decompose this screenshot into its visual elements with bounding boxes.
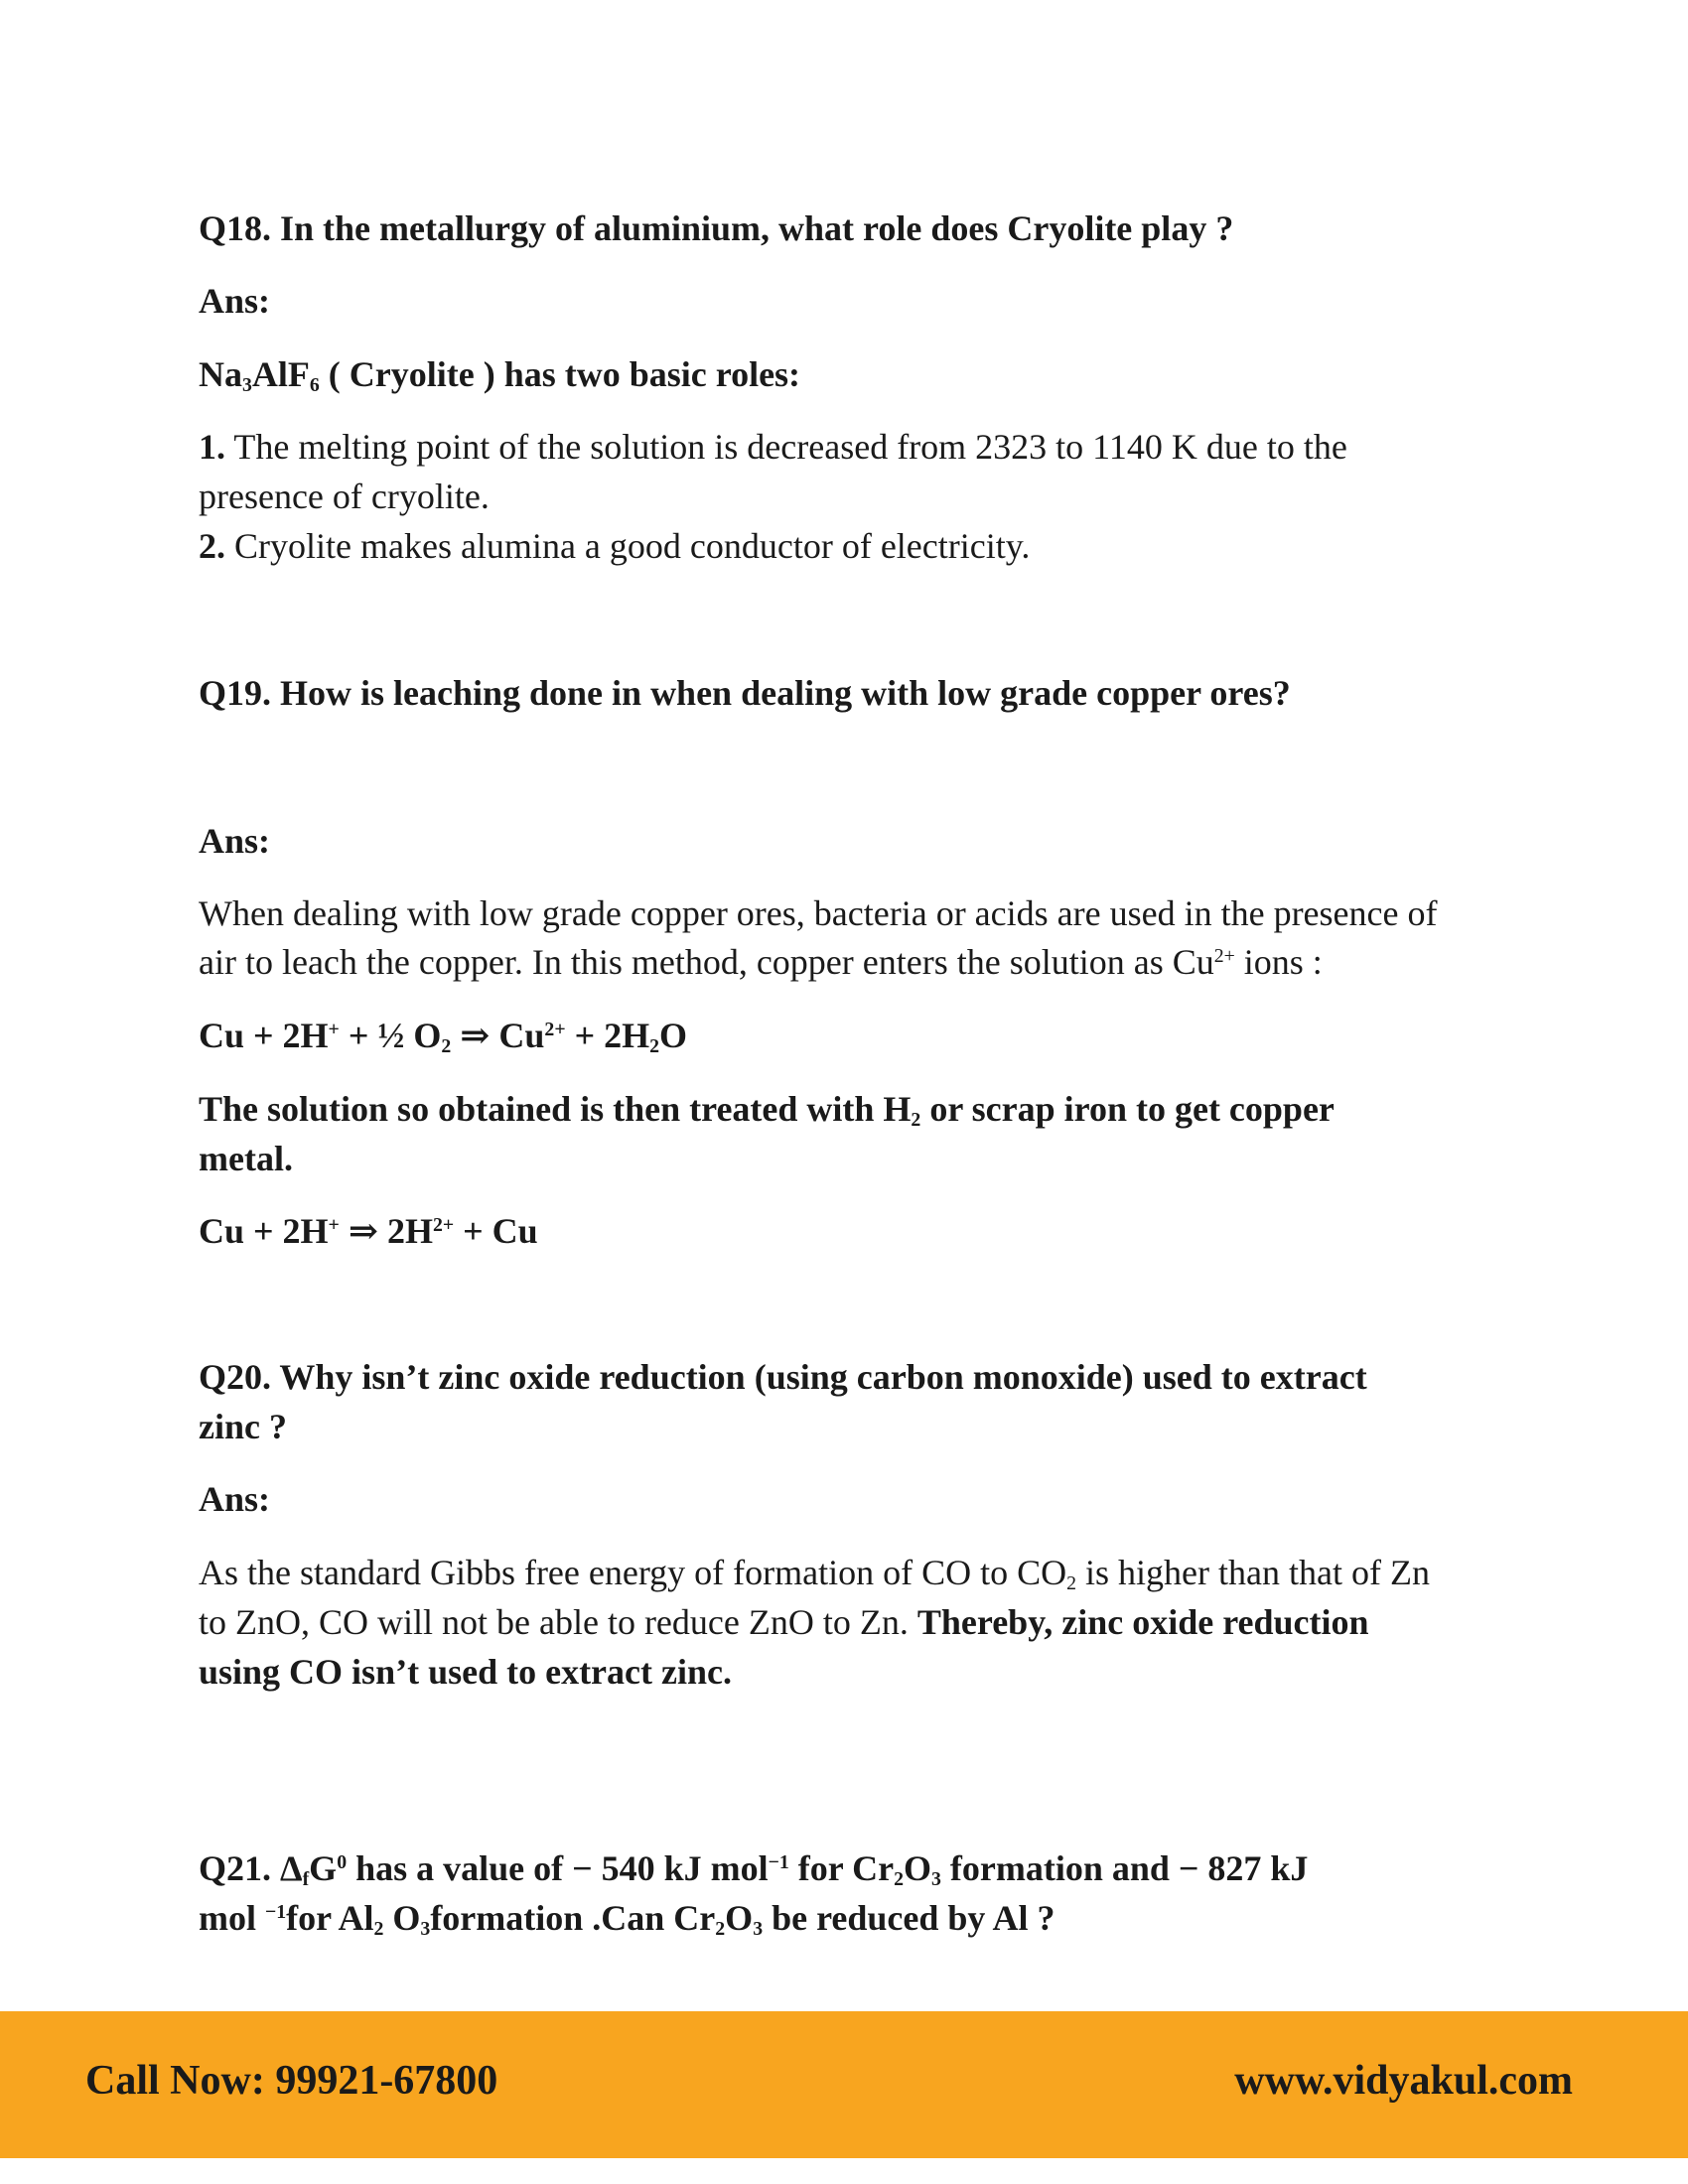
q18-point-2: 2. Cryolite makes alumina a good conductor of electricity.	[199, 526, 1031, 566]
q19-para-line-1: When dealing with low grade copper ores, bacteria or acids are used in the presence of	[199, 893, 1438, 933]
q20-question-line-2: zinc ?	[199, 1407, 287, 1446]
q20-para-line-3: using CO isn’t used to extract zinc.	[199, 1652, 732, 1692]
q19-question: Q19. How is leaching done in when dealing with low grade copper ores?	[199, 673, 1291, 713]
call-now-text[interactable]: Call Now: 99921-67800	[85, 2058, 498, 2104]
q18-question: Q18. In the metallurgy of aluminium, what role does Cryolite play ?	[199, 208, 1234, 248]
q21-question-line-2: mol $^{-1}$for $Al_2$ $O_3formation$ .Can $Cr_2O_3$ be reduced by Al ?	[199, 1898, 1055, 1940]
q18-ans-label: Ans:	[199, 281, 271, 321]
q20-ans-label: Ans:	[199, 1479, 271, 1519]
q20-para-line-2: to ZnO, CO will not be able to reduce ZnO to Zn. Thereby, zinc oxide reduction	[199, 1602, 1369, 1642]
q19-equation-2: Cu + 2H+ ⇒ $2H^{2+} + Cu$	[199, 1211, 538, 1251]
q21-question-line-1: Q21. $\Delta_fG^0$ has a value of − 540 kJ mol$^{-1}$ for $Cr_2O_3$ formation and − 827 kJ	[199, 1848, 1309, 1890]
q20-question-line-1: Q20. Why isn’t zinc oxide reduction (using carbon monoxide) used to extract	[199, 1357, 1367, 1397]
q19-para-line-2: air to leach the copper. In this method, copper enters the solution as $Cu^{2+}$ ions :	[199, 942, 1323, 982]
q20-para-line-1: As the standard Gibbs free energy of formation of CO to $CO_2$ is higher than that of Zn	[199, 1553, 1430, 1594]
q19-equation-1: Cu + 2H+ + ½ $O_2$ ⇒ $Cu^{2+} + 2H_2O$	[199, 1016, 688, 1057]
q18-intro: $Na_3AlF_6$ ( Cryolite ) has two basic roles:	[199, 354, 801, 396]
q19-solution-line-2: metal.	[199, 1139, 293, 1178]
q19-solution-line-1: The solution so obtained is then treated with $H_2$ or scrap iron to get copper	[199, 1089, 1335, 1131]
q19-ans-label: Ans:	[199, 821, 271, 861]
footer-band	[0, 2011, 1688, 2158]
q18-point-1-cont: presence of cryolite.	[199, 477, 490, 516]
q18-point-1: 1. The melting point of the solution is decreased from 2323 to 1140 K due to the	[199, 427, 1347, 467]
website-link[interactable]: www.vidyakul.com	[1234, 2058, 1573, 2104]
